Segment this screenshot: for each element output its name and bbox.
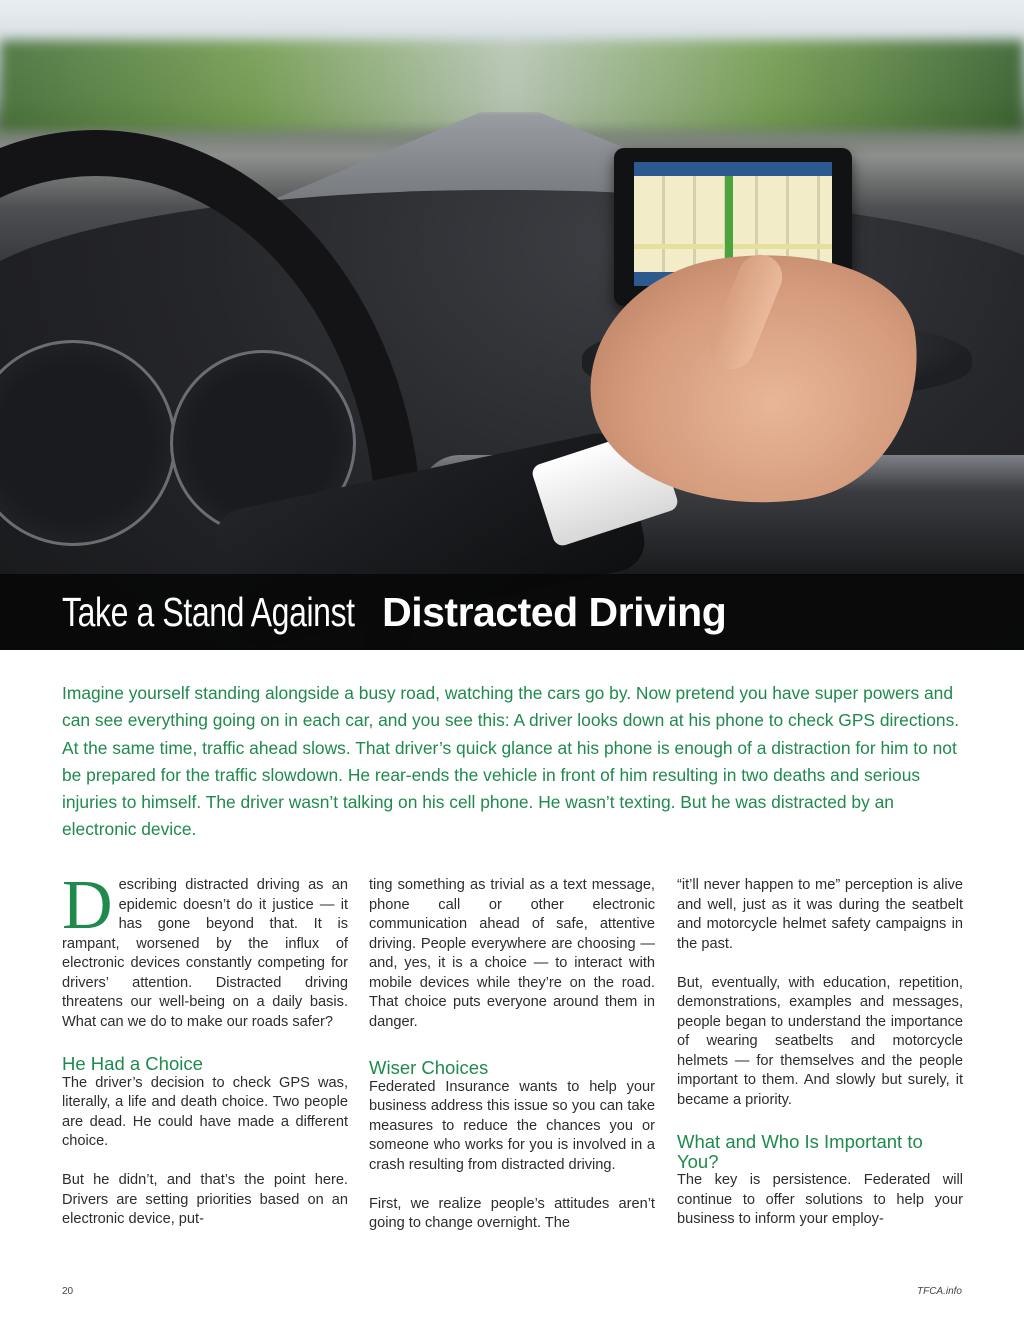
- opening-text: escribing distracted driving as an epidemic doesn’t do it justice — it has gone beyond that. It is rampant, worsened by the influx of electronic devices constantly competing for drivers’ attention. Distracted driving threatens our well-being on a daily basis. What can we do to make our roads safer?: [62, 877, 348, 1030]
- intro-paragraph: Imagine yourself standing alongside a busy road, watching the cars go by. Now pretend you have super powers and can see everything going on in each car, and you see this: A driver looks down at his phone to check GPS directions. At the same time, traffic ahead slows. That driver’s quick glance at his phone is enough of a distraction for him to not be prepared for the traffic slowdown. He rear-ends the vehicle in front of him resulting in two deaths and serious injuries to himself. The driver wasn’t talking on his cell phone. He wasn’t texting. But he was distracted by an electronic device.: [62, 683, 960, 840]
- body-paragraph: ting something as trivial as a text message, phone call or other electronic communication ahead of safe, attentive driving. People everywhere are choosing — and, yes, it is a choice — to interact with mobile devices while they’re on the road. That choice puts everyone around them in danger.: [369, 877, 655, 1030]
- site-url: TFCA.info: [916, 1286, 962, 1297]
- body-paragraph: The key is persistence. Federated will continue to offer solutions to help your business to inform your employ-: [677, 1172, 963, 1227]
- column-2: [369, 876, 655, 1234]
- column-1: [62, 867, 348, 1230]
- title-light: Take a Stand Against: [62, 589, 355, 635]
- drop-cap: D: [62, 867, 113, 944]
- subheading-he-had-a-choice: He Had a Choice: [62, 1053, 203, 1074]
- body-paragraph: Federated Insurance wants to help your business address this issue so you can take measures to reduce the chances you or someone who works for you is involved in a crash resulting from distracted driving.: [369, 1078, 655, 1173]
- title-bold: Distracted Driving: [382, 589, 727, 635]
- column-3: [677, 876, 963, 1230]
- article-title: [62, 584, 726, 640]
- subheading-wiser-choices: Wiser Choices: [369, 1057, 489, 1078]
- gps-top-bar: [634, 162, 832, 176]
- page-number: 20: [62, 1286, 74, 1297]
- body-paragraph: The driver’s decision to check GPS was, literally, a life and death choice. Two people are dead. He could have made a different choice.: [62, 1074, 348, 1149]
- body-paragraph: First, we realize people’s attitudes aren’t going to change overnight. The: [369, 1195, 655, 1231]
- subheading-what-and-who: What and Who Is Important to You?: [677, 1131, 923, 1172]
- body-paragraph: “it’ll never happen to me” perception is alive and well, just as it was during the seatbelt and motorcycle helmet safety campaigns in the past.: [677, 877, 963, 952]
- body-paragraph: But he didn’t, and that’s the point here. Drivers are setting priorities based on an electronic device, put-: [62, 1172, 348, 1227]
- hero-photo: [0, 0, 1024, 650]
- opening-paragraph: [62, 867, 348, 1032]
- body-paragraph: But, eventually, with education, repetition, demonstrations, examples and messages, people began to understand the importance of wearing seatbelts and motorcycle helmets — for themselves and the people important to them. And slowly but surely, it became a priority.: [677, 974, 963, 1108]
